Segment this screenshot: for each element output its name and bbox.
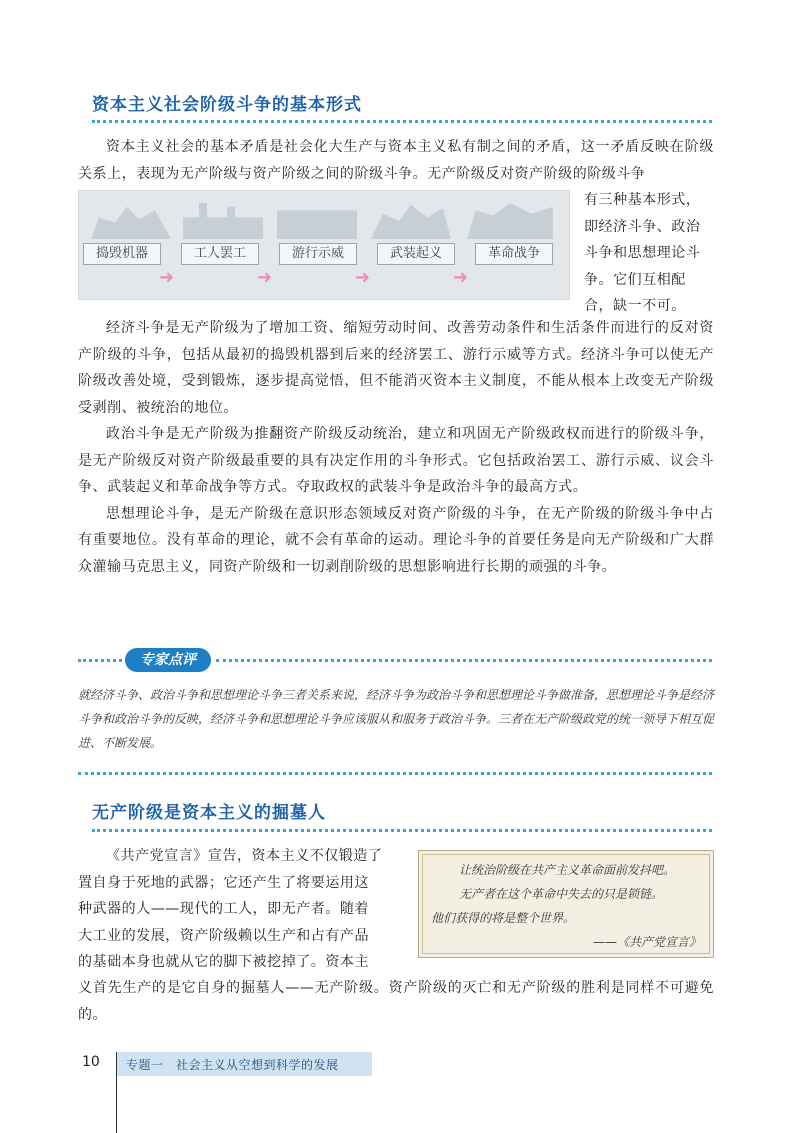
section-title-gravedigger: 无产阶级是资本主义的掘墓人 <box>92 803 326 823</box>
side-line: 即经济斗争、政治 <box>584 218 701 235</box>
manifesto-line: 大工业的发展，资产阶级赖以生产和占有产品 <box>78 927 369 944</box>
expert-comment: 就经济斗争、政治斗争和思想理论斗争三者关系来说，经济斗争为政治斗争和思想理论斗争做准备，思想理论斗争是经济斗争和政治斗争的反映，经济斗争和思想理论斗争应该服从和服务于政治斗争。三者在无产阶级政党的统一领导下相互促进、不断发展。 <box>78 688 715 750</box>
step-revolutionary-war: 革命战争 <box>475 243 553 265</box>
paragraph-ideological: 思想理论斗争，是无产阶级在意识形态领域反对资产阶级的斗争，在无产阶级的阶级斗争中占有重要地位。没有革命的理论，就不会有革命的运动。理论斗争的首要任务是向无产阶级和广大群众灌输马克思主义，同资产阶级和一切剥削阶级的思想影响进行长期的顽强的斗争。 <box>78 505 714 575</box>
manifesto-tail: 义首先生产的是它自身的掘墓人——无产阶级。资产阶级的灭亡和无产阶级的胜利是同样不可避免的。 <box>78 980 714 1023</box>
quote-line: 无产者在这个革命中失去的只是锁链。 <box>459 887 664 901</box>
step-demonstration: 游行示威 <box>279 243 357 265</box>
expert-divider-bottom <box>78 772 712 775</box>
paragraphs-body <box>78 315 714 580</box>
chapter-title: 专题一 社会主义从空想到科学的发展 <box>126 1058 339 1072</box>
side-line: 争。它们互相配 <box>584 271 686 288</box>
expert-badge: 专家点评 <box>125 648 211 672</box>
arrow-icon: ➜ <box>453 267 469 288</box>
manifesto-line: 置自身于死地的武器；它还产生了将要运用这 <box>78 874 369 891</box>
side-line: 有三种基本形式， <box>584 192 701 208</box>
step-armed-uprising: 武装起义 <box>377 243 455 265</box>
banner-icon <box>277 203 357 239</box>
struggle-forms-diagram <box>78 190 570 300</box>
manifesto-line: 《共产党宣言》宣告，资本主义不仅锻造了 <box>106 848 383 864</box>
expert-divider-right <box>216 659 712 662</box>
section-title-class-struggle: 资本主义社会阶级斗争的基本形式 <box>92 95 362 115</box>
quote-source: ——《共产党宣言》 <box>593 935 702 949</box>
manifesto-line: 种武器的人——现代的工人，即无产者。随着 <box>78 901 369 917</box>
machine-breaking-icon <box>91 203 171 239</box>
side-line: 斗争和思想理论斗 <box>584 245 701 261</box>
quote-line: 让统治阶级在共产主义革命面前发抖吧。 <box>459 863 676 877</box>
paragraph-political: 政治斗争是无产阶级为推翻资产阶级反动统治，建立和巩固无产阶级政权而进行的阶级斗争，是无产阶级反对资产阶级最重要的具有决定作用的斗争形式。它包括政治罢工、游行示威、议会斗争、武装起义和革命战争等方式。夺取政权的武装斗争是政治斗争的最高方式。 <box>78 426 714 495</box>
factory-icon <box>183 203 263 239</box>
intro-text: 资本主义社会的基本矛盾是社会化大生产与资本主义私有制之间的矛盾，这一矛盾反映在阶级关系上，表现为无产阶级与资产阶级之间的阶级斗争。无产阶级反对资产阶级的阶级斗争 <box>78 139 714 182</box>
footer-rule <box>116 1052 117 1133</box>
war-flag-icon <box>467 203 553 239</box>
step-workers-strike: 工人罢工 <box>181 243 259 265</box>
quote-line: 他们获得的将是整个世界。 <box>431 911 576 925</box>
title-divider <box>92 829 712 832</box>
step-machine-breaking: 捣毁机器 <box>83 243 161 265</box>
arrow-icon: ➜ <box>257 267 273 288</box>
paragraph-economic: 经济斗争是无产阶级为了增加工资、缩短劳动时间、改善劳动条件和生活条件而进行的反对资产阶级的斗争，包括从最初的捣毁机器到后来的经济罢工、游行示威等方式。经济斗争可以使无产阶级改善处境，受到锻炼，逐步提高觉悟，但不能消灭资本主义制度，不能从根本上改变无产阶级受剥削、被统治的地位。 <box>78 320 714 416</box>
expert-divider-left <box>78 659 122 662</box>
paragraph-intro <box>78 134 714 187</box>
page-number: 10 <box>82 1054 100 1070</box>
arrow-icon: ➜ <box>355 267 371 288</box>
title-divider <box>92 120 712 123</box>
side-line: 合，缺一不可。 <box>584 298 686 314</box>
uprising-icon <box>371 203 451 239</box>
diagram-side-text <box>584 187 716 320</box>
manifesto-quote-box <box>418 850 714 958</box>
manifesto-line: 的基础本身也就从它的脚下被挖掉了。资本主 <box>78 954 369 970</box>
manifesto-paragraph <box>78 843 410 976</box>
arrow-icon: ➜ <box>159 267 175 288</box>
